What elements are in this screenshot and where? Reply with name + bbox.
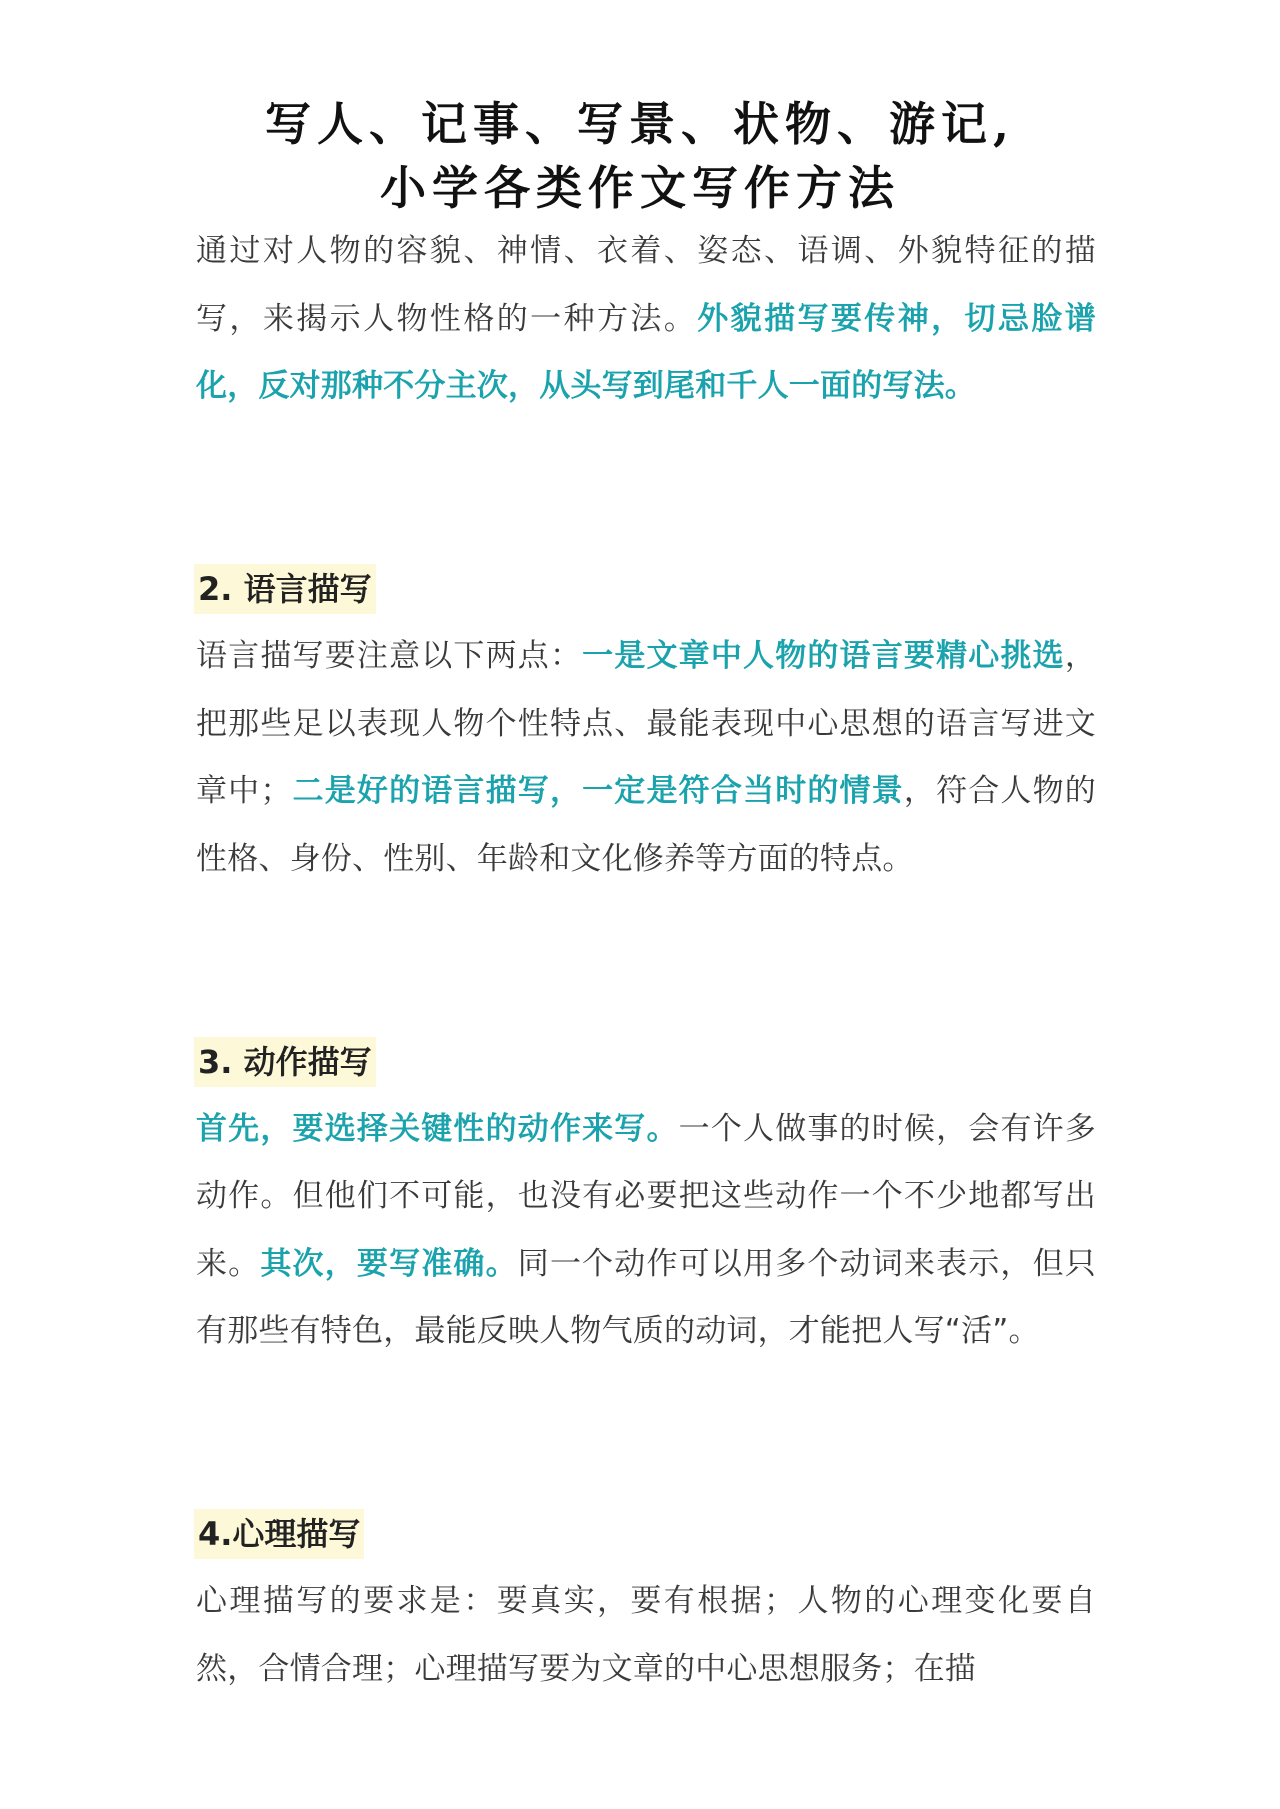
language-highlight-1: 一是文章中人物的语言要精心挑选 [582,638,1065,674]
section-heading-row [196,1501,1096,1569]
appearance-highlight: 外貌描写要传神，切忌脸谱化，反对那种不分主次，从头写到尾和千人一面的写法。 [196,300,1096,404]
action-text-2: 同一个动作可以用多个动词来表示，但只有那些有特色，最能反映人物气质的动词，才能把人写“活”。 [196,1245,1096,1349]
language-text-3: ，符合人物的性格、身份、性别、年龄和文化修养等方面的特点。 [196,773,1096,877]
action-highlight-1: 首先，要选择关键性的动作来写。 [196,1110,679,1147]
section-spacer [196,1366,1096,1501]
action-paragraph [196,1096,1096,1366]
section-heading-language: 2. 语言描写 [194,564,376,614]
section-spacer [196,893,1096,1028]
appearance-paragraph [196,218,1096,421]
language-paragraph [196,623,1096,893]
psychology-paragraph [196,1568,1096,1703]
section-spacer [196,421,1096,556]
title-block [0,92,1280,220]
page-title-line-2: 小学各类作文写作方法 [380,161,900,215]
psychology-text-1: 心理描写的要求是：要真实，要有根据；人物的心理变化要自然，合情合理；心理描写要为文章的中心思想服务；在描 [196,1583,1096,1687]
page-title-line-1: 写人、记事、写景、状物、游记, [264,97,1015,151]
action-text-1: 一个人做事的时候，会有许多动作。但他们不可能，也没有必要把这些动作一个不少地都写出来。 [196,1110,1096,1282]
article-content [196,218,1096,1703]
section-heading-row [196,556,1096,624]
section-heading-psychology: 4.心理描写 [194,1509,364,1559]
section-heading-row [196,1028,1096,1096]
action-highlight-2: 其次，要写准确。 [260,1245,518,1282]
language-text-2: ，把那些足以表现人物个性特点、最能表现中心思想的语言写进文章中； [196,638,1097,809]
section-heading-action: 3. 动作描写 [194,1037,376,1087]
language-highlight-2: 二是好的语言描写，一定是符合当时的情景 [291,773,904,809]
appearance-text: 通过对人物的容貌、神情、衣着、姿态、语调、外貌特征的描写，来揭示人物性格的一种方法。 [196,233,1096,337]
language-text-1: 语言描写要注意以下两点： [196,638,583,674]
